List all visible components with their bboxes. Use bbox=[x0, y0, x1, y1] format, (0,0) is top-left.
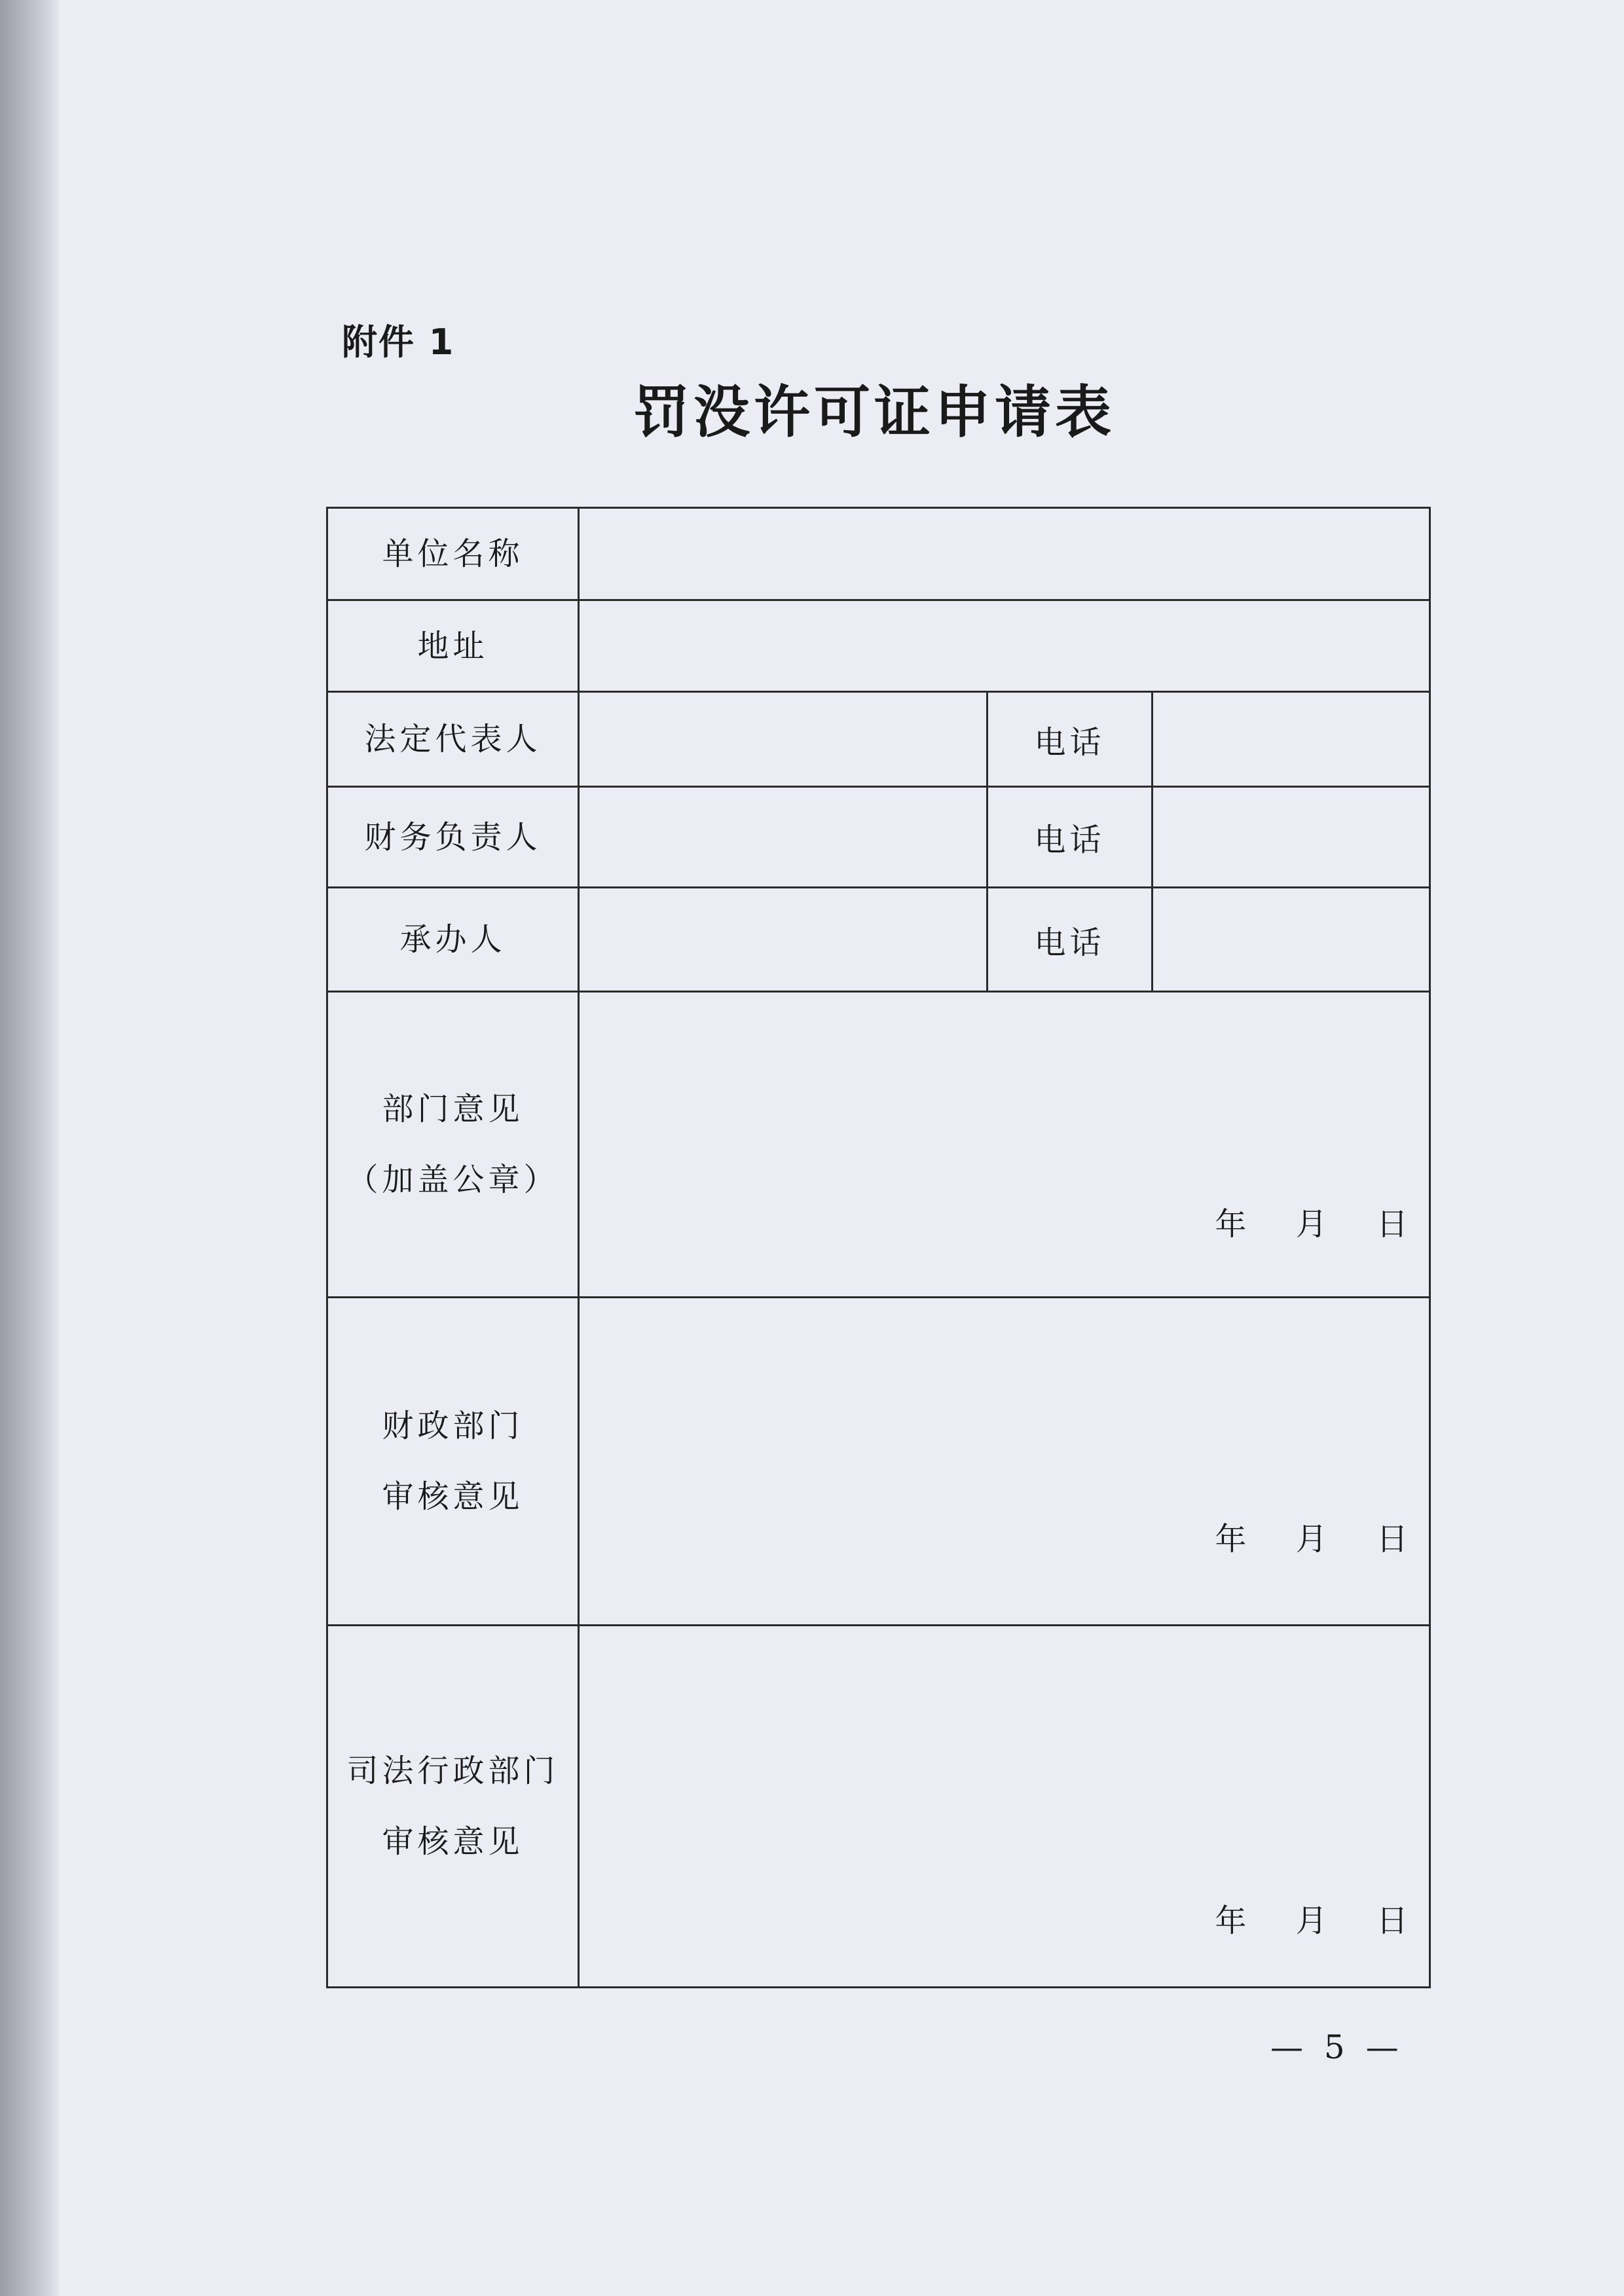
date-year: 年 bbox=[1215, 1521, 1247, 1558]
finance-review-field[interactable] bbox=[579, 1298, 1430, 1626]
dept-opinion-label bbox=[327, 992, 579, 1298]
date-month: 月 bbox=[1295, 1903, 1327, 1939]
judicial-review-field[interactable] bbox=[579, 1626, 1430, 1988]
page-number: — 5 — bbox=[1270, 2028, 1404, 2066]
judicial-review-label bbox=[327, 1626, 579, 1988]
row-finance-manager bbox=[327, 787, 1430, 888]
row-handler bbox=[327, 888, 1430, 992]
handler-phone-field[interactable] bbox=[1153, 888, 1430, 992]
date-year: 年 bbox=[1215, 1206, 1247, 1243]
address-label: 地址 bbox=[327, 600, 579, 692]
finance-manager-phone-label: 电话 bbox=[987, 787, 1153, 888]
dept-opinion-date bbox=[1175, 1199, 1408, 1244]
attachment-label: 附件 1 bbox=[342, 321, 455, 363]
finance-review-date bbox=[1175, 1514, 1408, 1559]
scan-shadow-edge bbox=[0, 0, 59, 2296]
application-form-table bbox=[326, 507, 1431, 1988]
dept-opinion-label-line2: （加盖公章） bbox=[346, 1161, 559, 1198]
row-legal-representative bbox=[327, 692, 1430, 787]
date-month: 月 bbox=[1295, 1521, 1327, 1558]
judicial-review-label-line2: 审核意见 bbox=[382, 1823, 524, 1860]
row-judicial-review bbox=[327, 1626, 1430, 1988]
dept-opinion-label-line1: 部门意见 bbox=[382, 1091, 524, 1127]
finance-manager-field[interactable] bbox=[579, 787, 987, 888]
handler-label: 承办人 bbox=[327, 888, 579, 992]
row-dept-opinion bbox=[327, 992, 1430, 1298]
unit-name-label: 单位名称 bbox=[327, 508, 579, 600]
form-title: 罚没许可证申请表 bbox=[633, 379, 1115, 445]
finance-review-label-line2: 审核意见 bbox=[382, 1478, 524, 1515]
date-day: 日 bbox=[1376, 1521, 1408, 1558]
date-day: 日 bbox=[1376, 1206, 1408, 1243]
handler-phone-label: 电话 bbox=[987, 888, 1153, 992]
finance-review-label-line1: 财政部门 bbox=[382, 1408, 524, 1444]
date-day: 日 bbox=[1376, 1903, 1408, 1939]
unit-name-field[interactable] bbox=[579, 508, 1430, 600]
judicial-review-date bbox=[1175, 1895, 1408, 1941]
row-finance-review bbox=[327, 1298, 1430, 1626]
finance-manager-label: 财务负责人 bbox=[327, 787, 579, 888]
handler-field[interactable] bbox=[579, 888, 987, 992]
judicial-review-label-line1: 司法行政部门 bbox=[346, 1753, 559, 1789]
address-field[interactable] bbox=[579, 600, 1430, 692]
finance-manager-phone-field[interactable] bbox=[1153, 787, 1430, 888]
finance-review-label bbox=[327, 1298, 579, 1626]
row-address bbox=[327, 600, 1430, 692]
legal-representative-phone-field[interactable] bbox=[1153, 692, 1430, 787]
legal-representative-label: 法定代表人 bbox=[327, 692, 579, 787]
date-year: 年 bbox=[1215, 1903, 1247, 1939]
row-unit-name bbox=[327, 508, 1430, 600]
dept-opinion-field[interactable] bbox=[579, 992, 1430, 1298]
legal-representative-phone-label: 电话 bbox=[987, 692, 1153, 787]
date-month: 月 bbox=[1295, 1206, 1327, 1243]
legal-representative-field[interactable] bbox=[579, 692, 987, 787]
